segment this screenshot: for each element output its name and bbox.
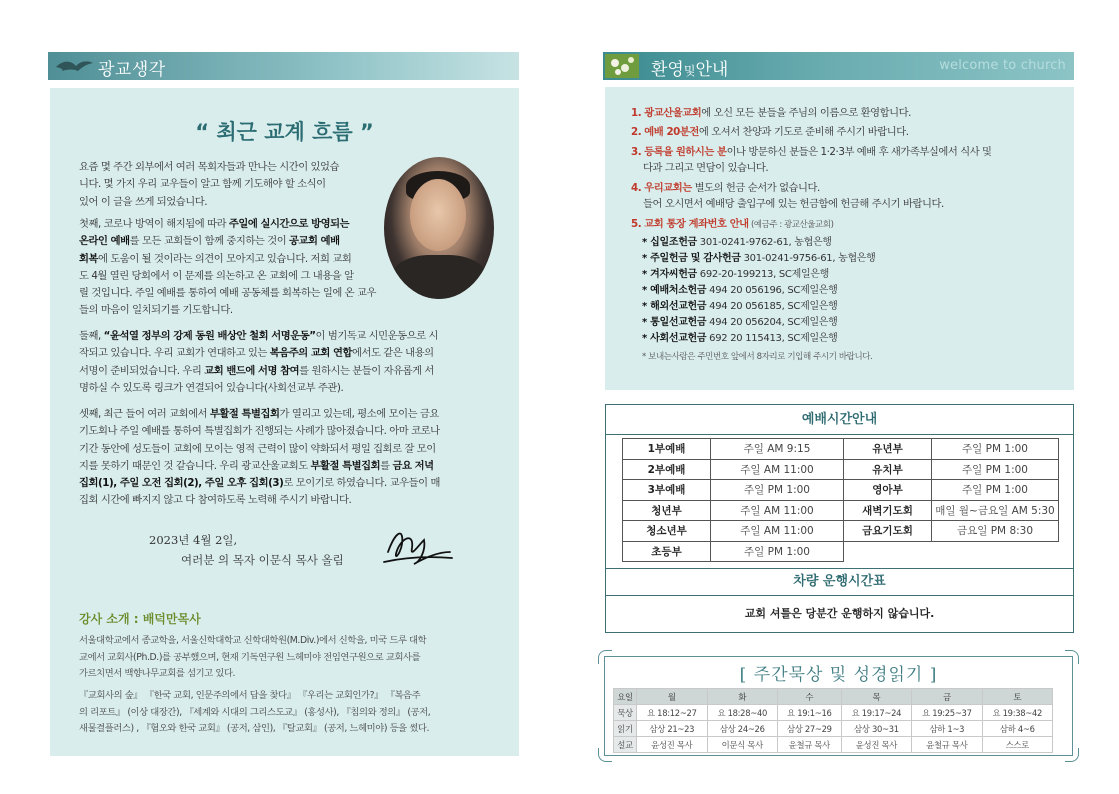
account-row: * 예배처소헌금 494 20 056196, SC제일은행	[642, 285, 838, 296]
reading-cell: 삼상 24~26	[707, 721, 777, 737]
schedule-time: 주일 PM 1:00	[932, 459, 1059, 480]
schedule-label: 청년부	[623, 500, 711, 521]
schedule-time: 주일 AM 11:00	[711, 459, 844, 480]
reading-cell: 윤성진 목사	[637, 737, 707, 753]
table-row	[623, 439, 1059, 460]
reading-cell: 삼하 4~6	[982, 721, 1052, 737]
left-header-title: 광교생각	[98, 60, 166, 80]
welcome-item-sub: 다과 그리고 면담이 있습니다.	[643, 162, 769, 174]
column-title: “ 최근 교계 흐름 ”	[195, 120, 374, 144]
table-row	[623, 459, 1059, 480]
reading-title: [ 주간묵상 및 성경읽기 ]	[739, 665, 938, 685]
welcome-item: 5. 교회 통장 계좌번호 안내 (예금주 : 광교산울교회)	[631, 218, 834, 230]
schedule-time: 주일 PM 1:00	[932, 480, 1059, 501]
schedule-label: 초등부	[623, 541, 711, 562]
paragraph-second: 둘째, “윤석열 정부의 강제 동원 배상안 철회 서명운동”이 범기독교 시민운동으로 시 작되고 있습니다. 우리 교회가 연대하고 있는 복음주의 교회 연합에서도 같은 내용의 서명이 준비되었습니다. 우리 교회 밴드에 서명 참여를 원하시는 분들이 자유롭게 서 명하실 수 있도록 링크가 연결되어 있습니다(사회선교부 주관).	[79, 330, 438, 394]
schedule-label: 금요기도회	[844, 521, 932, 542]
reading-cell: 윤성진 목사	[841, 737, 911, 753]
welcome-item: 2. 예배 20분전에 오셔서 찬양과 기도로 준비해 주시기 바랍니다.	[631, 126, 909, 138]
account-row: * 십일조헌금 301-0241-9762-61, 농협은행	[642, 237, 832, 248]
table-row	[614, 689, 1053, 705]
schedule-label: 2부예배	[623, 459, 711, 480]
table-row	[623, 480, 1059, 501]
paragraph-first: 첫째, 코로나 방역이 해지됨에 따라 주일에 실시간으로 방영되는 온라인 예배를 모든 교회들이 함께 중지하는 것이 공교회 예배 회복에 도움이 될 것이라는 의견이 모아지고 있습니다. 저희 교회 도 4월 열린 당회에서 이 문제를 의논하고 온 교회에 그 내용을 알 릴 것입니다. 주일 예배를 통하여 예배 공동체를 회복하는 일에 온 교우 들의 마음이 일치되기를 기도합니다.	[79, 218, 376, 317]
reading-header-cell: 화	[707, 689, 777, 705]
reading-header-cell: 수	[777, 689, 841, 705]
welcome-item: 1. 광교산울교회에 오신 모든 분들을 주님의 이름으로 환영합니다.	[631, 107, 911, 119]
account-note: * 보내는사람은 주민번호 앞에서 8자리로 기입해 주시기 바랍니다.	[642, 352, 873, 362]
table-row	[623, 541, 1059, 562]
frame-corner	[1065, 748, 1079, 762]
left-section-header	[48, 52, 519, 80]
table-row	[614, 737, 1053, 753]
schedule-time: 주일 PM 1:00	[711, 541, 844, 562]
schedule-label: 유치부	[844, 459, 932, 480]
schedule-time: 주일 AM 11:00	[711, 500, 844, 521]
reading-cell: 요 19:25~37	[912, 705, 982, 721]
sign-date: 2023년 4월 2일,	[149, 533, 238, 547]
table-row	[614, 705, 1053, 721]
account-row: * 해외선교헌금 494 20 056185, SC제일은행	[642, 301, 838, 312]
welcome-item: 4. 우리교회는 별도의 헌금 순서가 없습니다.	[631, 182, 820, 194]
reading-header-cell: 월	[637, 689, 707, 705]
account-row: * 사회선교헌금 692 20 115413, SC제일은행	[642, 333, 838, 344]
pastor-column	[50, 88, 519, 756]
schedule-empty	[844, 541, 1059, 562]
reading-cell: 삼상 27~29	[777, 721, 841, 737]
reading-cell: 이문식 목사	[707, 737, 777, 753]
reading-cell: 삼상 21~23	[637, 721, 707, 737]
schedule-label: 청소년부	[623, 521, 711, 542]
schedule-label: 유년부	[844, 439, 932, 460]
intro-paragraph: 요즘 몇 주간 외부에서 여러 목회자들과 만나는 시간이 있었습 니다. 몇 가지 우리 교우들이 알고 함께 기도해야 할 소식이 있어 이 글을 쓰게 되었습니다.	[79, 161, 340, 208]
flower-icon	[605, 54, 639, 78]
reading-header-cell: 금	[912, 689, 982, 705]
welcome-item: 3. 등록을 원하시는 분이나 방문하신 분들은 1·2·3부 예배 후 새가족부실에서 식사 및	[631, 146, 992, 158]
shuttle-title: 차량 운행시간표	[606, 568, 1073, 596]
reading-header-cell: 토	[982, 689, 1052, 705]
table-row	[623, 500, 1059, 521]
reading-table	[613, 688, 1053, 753]
reading-cell: 요 19:17~24	[841, 705, 911, 721]
signature-icon	[378, 522, 454, 570]
right-header-title: 환영및안내	[651, 60, 729, 80]
reading-header-cell: 목	[841, 689, 911, 705]
reading-cell: 윤철규 목사	[912, 737, 982, 753]
frame-corner	[598, 748, 612, 762]
paragraph-third: 셋째, 최근 들어 여러 교회에서 부활절 특별집회가 열리고 있는데, 평소에 모이는 금요 기도회나 주일 예배를 통하여 특별집회가 진행되는 사례가 많아졌습니다. 아마 코로나 기간 동안에 성도들이 교회에 모이는 영적 근력이 많이 약화되서 평일 집회로 잘 모이 지를 못하기 때문인 것 같습니다. 우리 광교산울교회도 부활절 특별집회를 금요 저녁 집회(1), 주일 오전 집회(2), 주일 오후 집회(3)로 모이기로 하였습니다. 교우들이 매 집회 시간에 빠지지 않고 다 참여하도록 노력해 주시기 바랍니다.	[79, 408, 440, 507]
bird-icon	[54, 57, 94, 75]
welcome-info	[605, 87, 1074, 390]
table-row	[623, 521, 1059, 542]
schedule-label: 3부예배	[623, 480, 711, 501]
schedule-label: 1부예배	[623, 439, 711, 460]
reading-row-label: 읽기	[614, 721, 637, 737]
reading-row-label: 묵상	[614, 705, 637, 721]
sign-author: 여러분 의 목자 이문식 목사 올림	[181, 553, 344, 567]
schedule-time: 주일 AM 11:00	[711, 521, 844, 542]
reading-header-cell: 요일	[614, 689, 637, 705]
speaker-bio: 서울대학교에서 종교학을, 서울신학대학교 신학대학원(M.Div.)에서 신학을, 미국 드루 대학 교에서 교회사(Ph.D.)를 공부했으며, 현재 기독연구원 느헤미야 전임연구원으로 교회사를 가르치면서 백향나무교회를 섬기고 있다.	[79, 635, 427, 679]
account-row: * 겨자씨헌금 692-20-199213, SC제일은행	[642, 269, 830, 280]
account-row: * 통일선교헌금 494 20 056204, SC제일은행	[642, 317, 838, 328]
schedule-time: 금요일 PM 8:30	[932, 521, 1059, 542]
right-header-subtitle: welcome to church	[939, 58, 1066, 73]
reading-cell: 윤철규 목사	[777, 737, 841, 753]
reading-cell: 스스로	[982, 737, 1052, 753]
schedule-time: 매일 월~금요일 AM 5:30	[932, 500, 1059, 521]
schedule-time: 주일 AM 9:15	[711, 439, 844, 460]
right-section-header	[603, 52, 1074, 80]
reading-cell: 요 18:12~27	[637, 705, 707, 721]
schedule-title: 예배시간안내	[606, 405, 1073, 435]
reading-cell: 요 18:28~40	[707, 705, 777, 721]
worship-schedule	[605, 404, 1074, 633]
reading-cell: 요 19:38~42	[982, 705, 1052, 721]
schedule-label: 새벽기도회	[844, 500, 932, 521]
weekly-reading	[598, 650, 1079, 762]
schedule-time: 주일 PM 1:00	[711, 480, 844, 501]
schedule-label: 영아부	[844, 480, 932, 501]
shuttle-notice: 교회 셔틀은 당분간 운행하지 않습니다.	[744, 607, 935, 620]
schedule-table	[622, 438, 1059, 562]
table-row	[614, 721, 1053, 737]
account-row: * 주일헌금 및 감사헌금 301-0241-9756-61, 농협은행	[642, 253, 876, 264]
reading-row-label: 설교	[614, 737, 637, 753]
reading-cell: 요 19:1~16	[777, 705, 841, 721]
schedule-time: 주일 PM 1:00	[932, 439, 1059, 460]
reading-cell: 삼하 1~3	[912, 721, 982, 737]
speaker-books: 『교회사의 숲』 『한국 교회, 인문주의에서 답을 찾다』 『우리는 교회인가?』 『복음주 의 리포트』 (이상 대장간), 『세계와 시대의 그리스도교』 (홍성사), 『침의와 정의』 (공저, 새물결플러스) , 『혐오와 한국 교회』 (공저, 삼인), 『탈교회』 (공저, 느헤미야) 등을 썼다.	[79, 690, 431, 734]
welcome-item-sub: 들어 오시면서 예배당 출입구에 있는 헌금함에 헌금해 주시기 바랍니다.	[643, 198, 944, 210]
reading-cell: 삼상 30~31	[841, 721, 911, 737]
speaker-title: 강사 소개 : 배덕만목사	[79, 612, 201, 626]
